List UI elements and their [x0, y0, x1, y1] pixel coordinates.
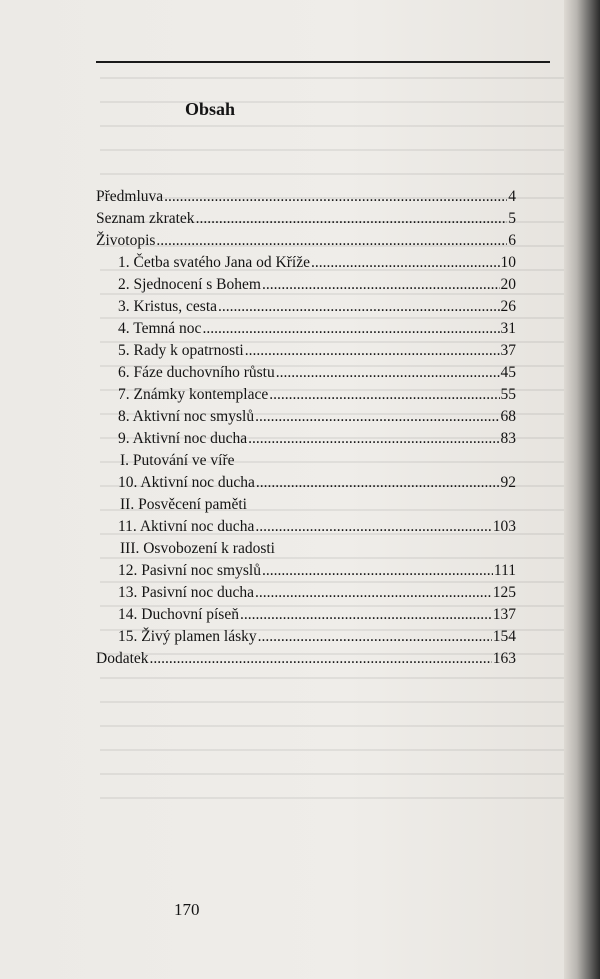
- toc-leader-dots: [164, 186, 507, 208]
- toc-leader-dots: [311, 252, 500, 274]
- toc-leader-dots: [196, 208, 508, 230]
- toc-entry: [96, 428, 516, 450]
- toc-entry-label: Seznam zkratek: [96, 210, 195, 227]
- toc-entry-page: 55: [500, 386, 516, 403]
- toc-entry: [96, 516, 516, 538]
- toc-entry-page: 92: [500, 474, 516, 491]
- toc-entry-label: III. Osvobození k radosti: [120, 540, 275, 557]
- toc-entry-page: 37: [500, 342, 516, 359]
- toc-entry: [96, 208, 516, 230]
- toc-entry-label: 1. Četba svatého Jana od Kříže: [118, 254, 310, 271]
- toc-entry-label: 15. Živý plamen lásky: [118, 628, 257, 645]
- toc-entry: [96, 274, 516, 296]
- toc-entry: [96, 648, 516, 670]
- toc-leader-dots: [255, 516, 491, 538]
- toc-leader-dots: [262, 560, 493, 582]
- toc-entry-label: 13. Pasivní noc ducha: [118, 584, 255, 601]
- toc-entry: [96, 252, 516, 274]
- toc-entry-label: 11. Aktivní noc ducha: [118, 518, 255, 535]
- toc-entry-label: 4. Temná noc: [118, 320, 202, 337]
- toc-leader-dots: [218, 296, 499, 318]
- toc-entry-page: 26: [500, 298, 516, 315]
- toc-entry: [96, 494, 516, 516]
- toc-entry-label: Životopis: [96, 232, 156, 249]
- toc-entry-label: Předmluva: [96, 188, 164, 205]
- toc-entry-page: 163: [492, 650, 516, 667]
- toc-entry-page: 6: [508, 232, 516, 249]
- toc-entry-page: 68: [500, 408, 516, 425]
- toc-entry: [96, 186, 516, 208]
- toc-entry-page: 31: [500, 320, 516, 337]
- toc-entry: [96, 538, 516, 560]
- toc-entry-label: 3. Kristus, cesta: [118, 298, 218, 315]
- toc-entry: [96, 560, 516, 582]
- toc-entry-page: 83: [500, 430, 516, 447]
- toc-entry-page: 111: [493, 562, 516, 579]
- toc-entry: [96, 450, 516, 472]
- toc-leader-dots: [258, 626, 492, 648]
- toc-entry-label: 12. Pasivní noc smyslů: [118, 562, 261, 579]
- toc-entry-label: 7. Známky kontemplace: [118, 386, 269, 403]
- toc-entry-page: 125: [492, 584, 516, 601]
- toc-entry-page: 45: [500, 364, 516, 381]
- toc-entry: [96, 230, 516, 252]
- toc-entry-page: 10: [500, 254, 516, 271]
- toc-entry-label: Dodatek: [96, 650, 149, 667]
- toc-leader-dots: [276, 362, 500, 384]
- toc-entry: [96, 318, 516, 340]
- page-number: 170: [174, 900, 200, 919]
- toc-entry-page: 20: [500, 276, 516, 293]
- toc-leader-dots: [256, 472, 500, 494]
- toc-leader-dots: [269, 384, 499, 406]
- toc-entry-page: 4: [508, 188, 516, 205]
- toc-entry-page: 154: [492, 628, 516, 645]
- toc-entry: [96, 384, 516, 406]
- toc-entry-label: 10. Aktivní noc ducha: [118, 474, 255, 491]
- toc-entry-label: 2. Sjednocení s Bohem: [118, 276, 261, 293]
- toc-entry: [96, 582, 516, 604]
- toc-leader-dots: [248, 428, 499, 450]
- toc-entry: [96, 626, 516, 648]
- toc-leader-dots: [255, 582, 492, 604]
- toc-entry: [96, 296, 516, 318]
- toc-leader-dots: [262, 274, 500, 296]
- toc-entry-page: 5: [508, 210, 516, 227]
- toc-leader-dots: [202, 318, 499, 340]
- toc-leader-dots: [240, 604, 492, 626]
- toc-entry-label: 8. Aktivní noc smyslů: [118, 408, 255, 425]
- toc-entry: [96, 340, 516, 362]
- toc-entry-label: II. Posvěcení paměti: [120, 496, 247, 513]
- toc-leader-dots: [156, 230, 507, 252]
- toc-entry-label: 9. Aktivní noc ducha: [118, 430, 248, 447]
- toc-entry-page: 137: [492, 606, 516, 623]
- table-of-contents: [96, 186, 516, 670]
- toc-leader-dots: [255, 406, 499, 428]
- toc-leader-dots: [150, 648, 492, 670]
- toc-entry-label: I. Putování ve víře: [120, 452, 235, 469]
- toc-entry: [96, 472, 516, 494]
- toc-entry: [96, 362, 516, 384]
- toc-entry-label: 14. Duchovní píseň: [118, 606, 239, 623]
- toc-leader-dots: [245, 340, 500, 362]
- toc-entry-label: 6. Fáze duchovního růstu: [118, 364, 275, 381]
- toc-entry-label: 5. Rady k opatrnosti: [118, 342, 244, 359]
- book-spine-shadow: [564, 0, 600, 979]
- header-rule: [96, 61, 550, 63]
- page-title: Obsah: [184, 99, 236, 119]
- toc-entry: [96, 604, 516, 626]
- toc-entry-page: 103: [492, 518, 516, 535]
- toc-entry: [96, 406, 516, 428]
